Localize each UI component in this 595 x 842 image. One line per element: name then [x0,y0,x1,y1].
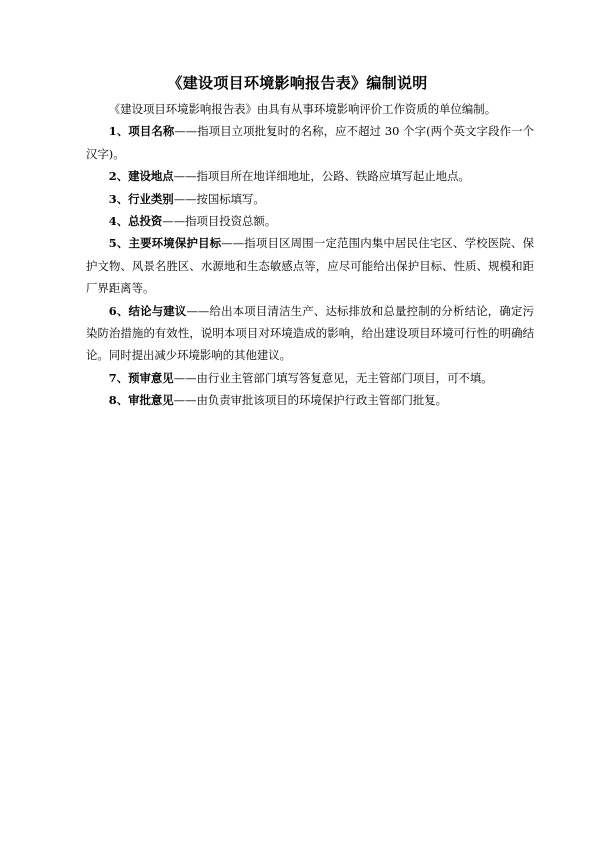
intro-paragraph: 《建设项目环境影响报告表》由具有从事环境影响评价工作资质的单位编制。 [108,102,497,116]
item-label: 2、建设地点 [108,169,174,184]
item-construction-site [86,165,534,187]
item-protection-targets [86,232,534,299]
item-label: 4、总投资 [108,214,163,229]
item-industry-category [86,188,534,210]
item-conclusions [86,300,534,367]
item-approval-opinion [86,389,534,411]
document-title: 《建设项目环境影响报告表》编制说明 [167,74,428,92]
item-label: 1、项目名称 [108,124,175,139]
item-preliminary-review [86,367,534,389]
item-label: 7、预审意见 [108,370,174,385]
item-text: ——指项目投资总额。 [162,214,277,229]
item-total-investment [86,210,534,232]
item-text: ——由负责审批该项目的环境保护行政主管部门批复。 [173,393,448,408]
item-text: ——指项目所在地详细地址，公路、铁路应填写起止地点。 [173,169,470,184]
item-text: ——指项目立项批复时的名称，应不超过 30 个字(两个英文字段作一个汉字)。 [86,124,534,161]
item-label: 5、主要环境保护目标 [108,236,222,251]
item-label: 6、结论与建议 [108,303,187,318]
item-project-name [86,120,534,165]
item-label: 3、行业类别 [108,191,174,206]
item-label: 8、审批意见 [108,393,174,408]
item-text: ——指项目区周围一定范围内集中居民住宅区、学校医院、保护文物、风景名胜区、水源地和生态敏感点等，应尽可能给出保护目标、性质、规模和距厂界距离等。 [86,236,534,296]
document-body [86,98,534,412]
item-text: ——按国标填写。 [173,191,265,206]
item-text: ——由行业主管部门填写答复意见，无主管部门项目，可不填。 [173,370,493,385]
item-text: ——给出本项目清洁生产、达标排放和总量控制的分析结论，确定污染防治措施的有效性，说明本项目对环境造成的影响，给出建设项目环境可行性的明确结论。同时提出减少环境影响的其他建议。 [86,303,534,363]
